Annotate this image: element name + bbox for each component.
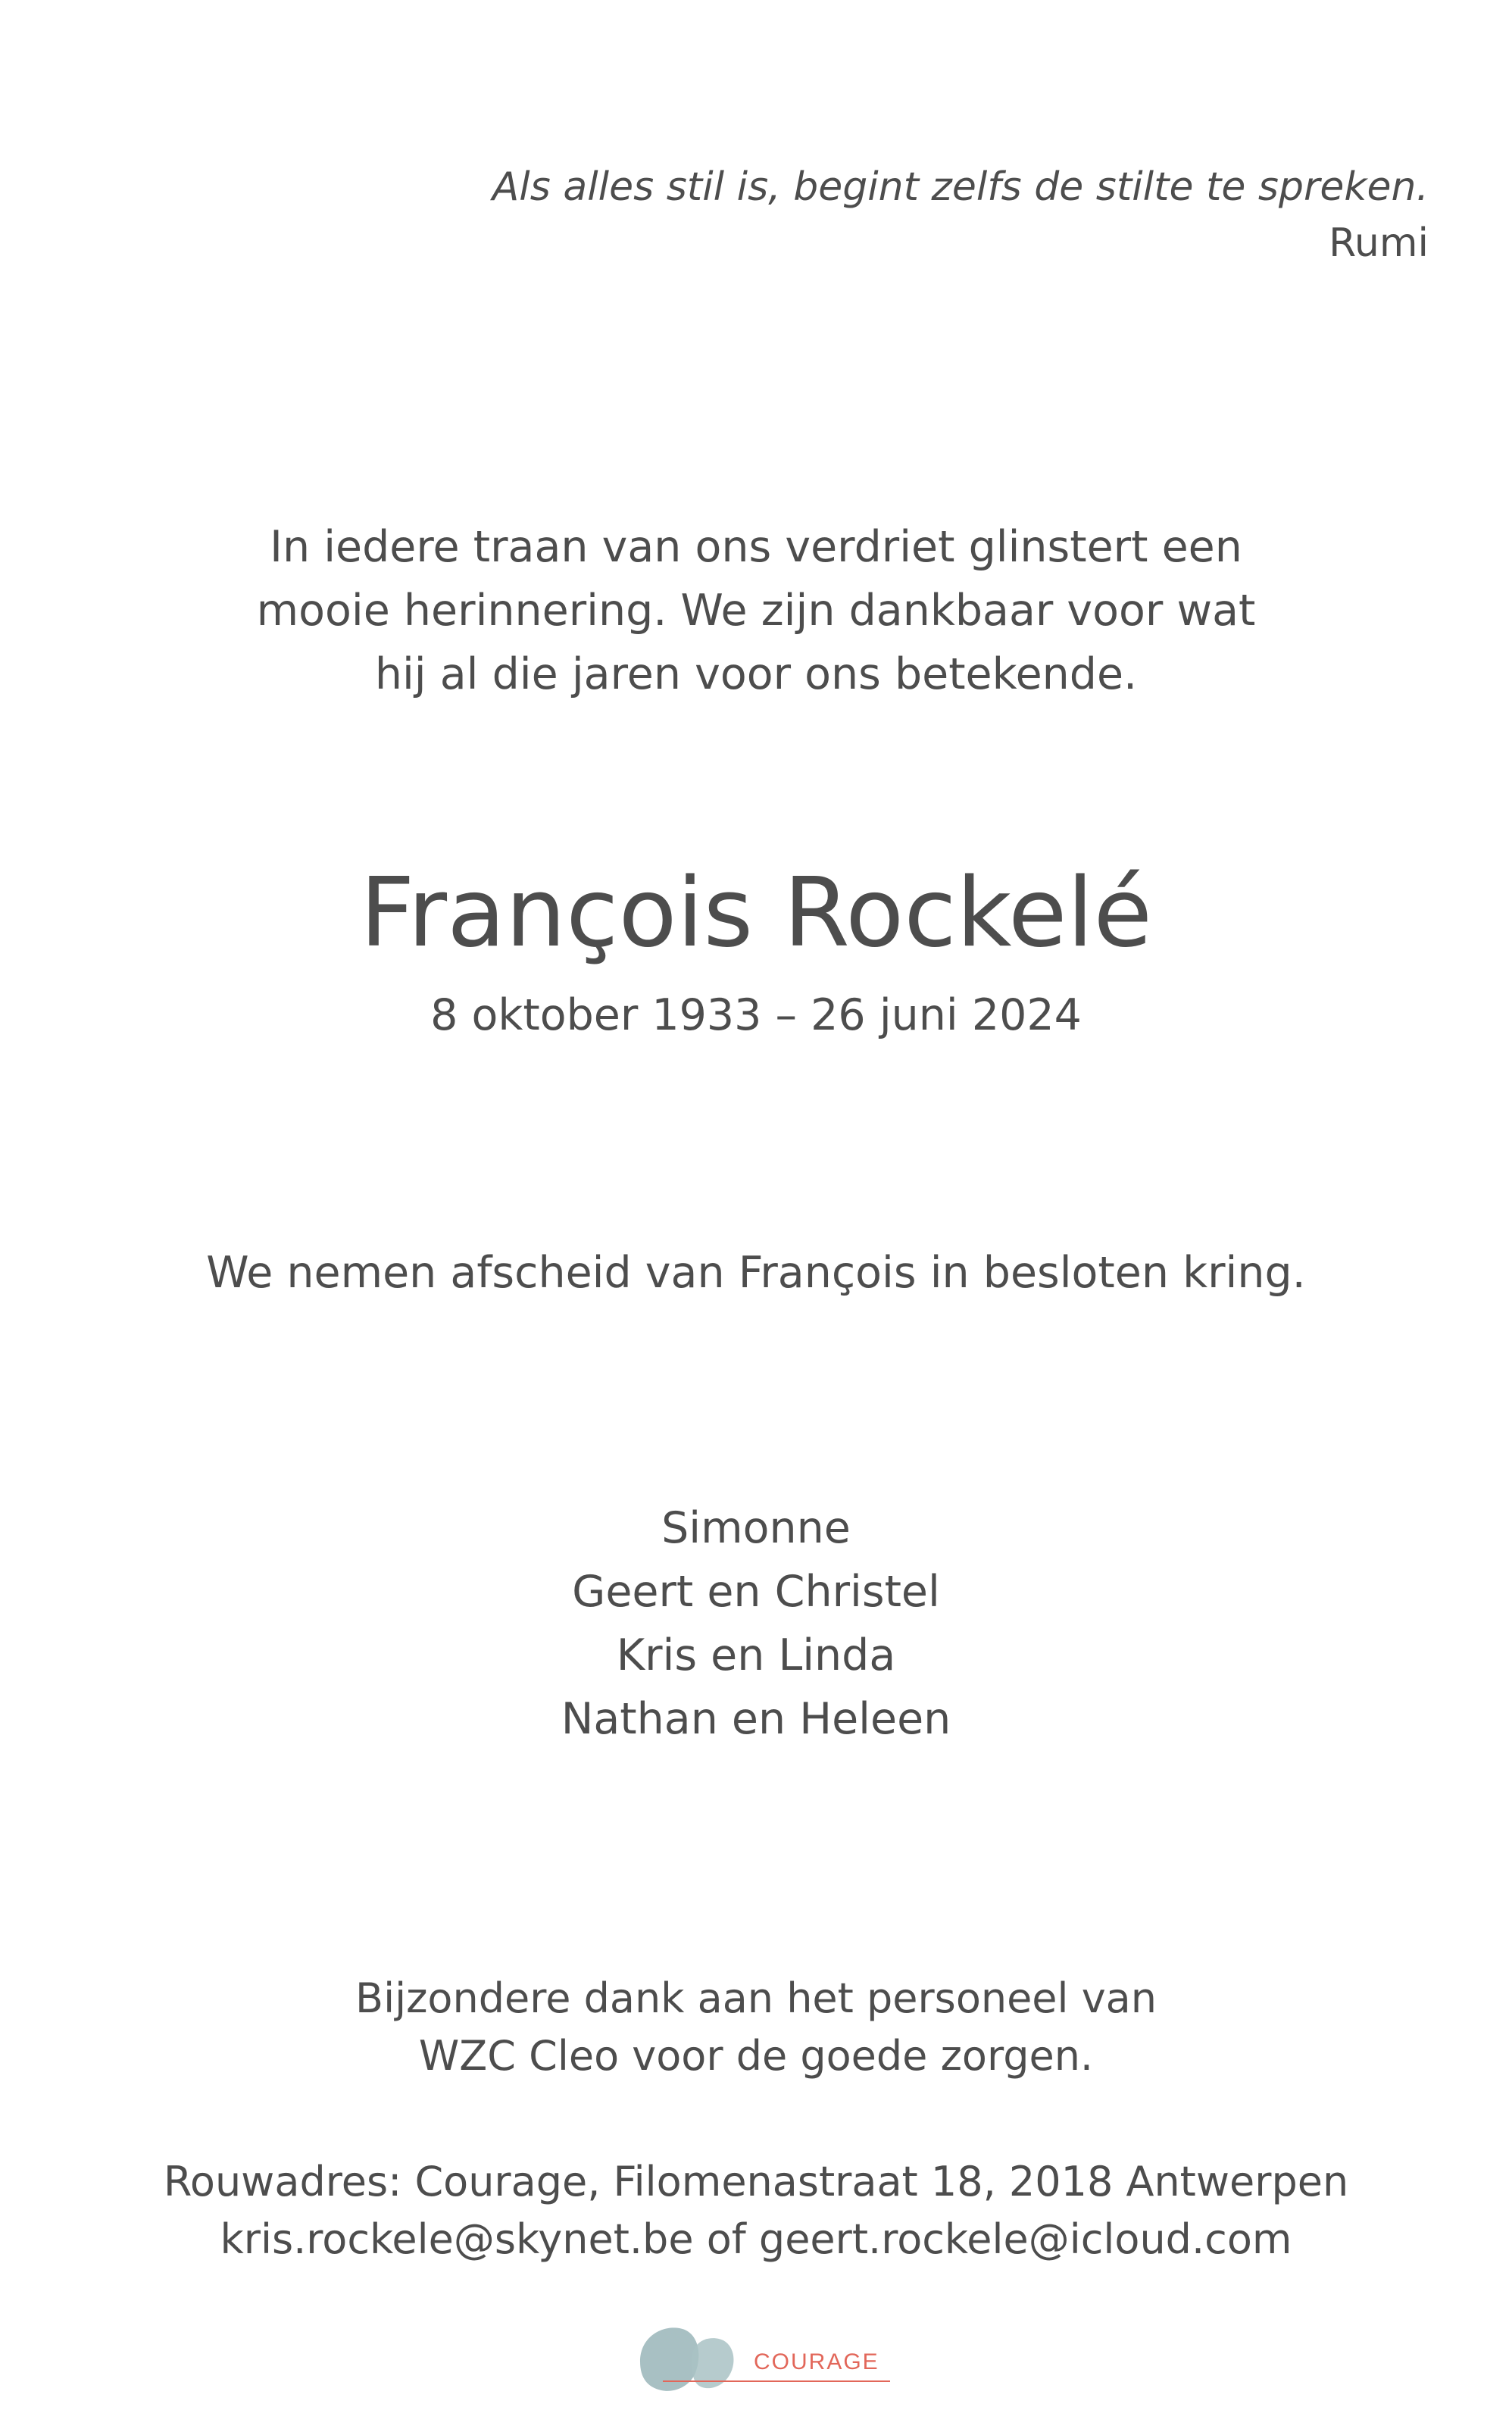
- address-line: Rouwadres: Courage, Filomenastraat 18, 2018 Antwerpen: [163, 2158, 1349, 2205]
- intro-line: In iedere traan van ons verdriet glinstert een: [270, 522, 1242, 572]
- thanks-line: Bijzondere dank aan het personeel van: [355, 1974, 1157, 2022]
- family-member: Geert en Christel: [572, 1567, 940, 1617]
- thanks-line: WZC Cleo voor de goede zorgen.: [418, 2032, 1094, 2080]
- family-list: [0, 1496, 1512, 1751]
- intro-line: mooie herinnering. We zijn dankbaar voor wat: [256, 586, 1256, 636]
- address-emails: kris.rockele@skynet.be of geert.rockele@icloud.com: [220, 2215, 1292, 2263]
- quote-text: Als alles stil is, begint zelfs de stilte te spreken.: [492, 164, 1429, 210]
- quote-author: Rumi: [1329, 220, 1429, 266]
- logo-text: COURAGE: [754, 2349, 879, 2374]
- family-member: Simonne: [661, 1503, 851, 1553]
- farewell-text: We nemen afscheid van François in besloten kring.: [206, 1248, 1306, 1298]
- quote: [492, 159, 1429, 271]
- intro-line: hij al die jaren voor ons betekende.: [374, 649, 1138, 699]
- courage-logo: [633, 2315, 890, 2398]
- mourning-address: [0, 2153, 1512, 2268]
- family-member: Kris en Linda: [616, 1630, 896, 1680]
- family-member: Nathan en Heleen: [561, 1694, 951, 1744]
- deceased-dates: 8 oktober 1933 – 26 juni 2024: [430, 990, 1082, 1040]
- thanks-text: [0, 1970, 1512, 2085]
- intro-text: [0, 515, 1512, 706]
- deceased-name: François Rockelé: [359, 857, 1153, 968]
